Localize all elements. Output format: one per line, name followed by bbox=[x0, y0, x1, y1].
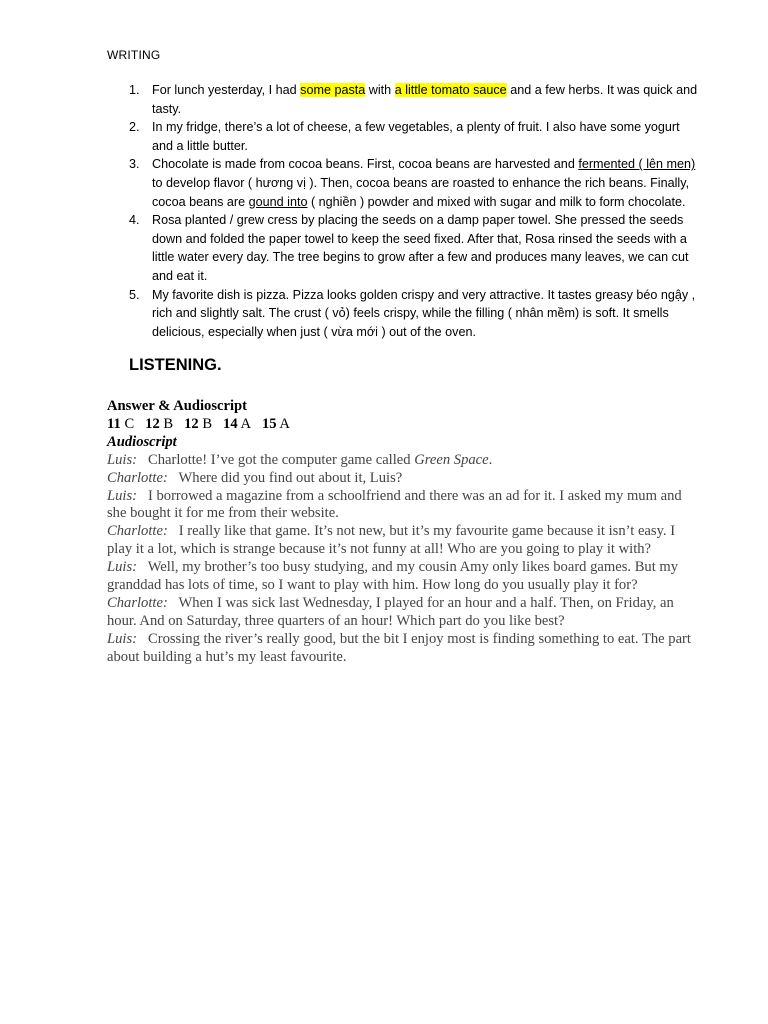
speaker-name: Charlotte: bbox=[107, 594, 168, 611]
answer-letter: C bbox=[124, 415, 135, 432]
dialogue-line bbox=[107, 470, 699, 488]
game-title: Green Space bbox=[414, 451, 489, 468]
item-number: 1. bbox=[129, 83, 140, 97]
dialogue-text: Crossing the river’s really good, but the bit I enjoy most is finding something to eat. The part about building a hut’s my least favourite. bbox=[107, 630, 691, 665]
answer-letter: B bbox=[163, 415, 174, 432]
item-number: 3. bbox=[129, 157, 140, 172]
dialogue-text: Charlotte! I’ve got the computer game called bbox=[147, 451, 415, 468]
dialogue-text: . bbox=[488, 451, 493, 468]
writing-list bbox=[107, 81, 699, 341]
answer-letter: A bbox=[279, 415, 290, 432]
speaker-name: Luis: bbox=[107, 630, 138, 647]
writing-item-1 bbox=[107, 81, 699, 118]
underlined-text: fermented ( lên men) bbox=[578, 157, 696, 172]
answer-question-number: 11 bbox=[107, 415, 121, 432]
item-text: with bbox=[365, 83, 395, 97]
dialogue-text: Where did you find out about it, Luis? bbox=[178, 469, 403, 486]
writing-item-5 bbox=[107, 286, 699, 342]
dialogue-text: I borrowed a magazine from a schoolfriend and there was an ad for it. I asked my mum and she bought it for me from their website. bbox=[107, 487, 682, 522]
writing-item-3 bbox=[107, 155, 699, 211]
speaker-name: Luis: bbox=[107, 451, 138, 468]
answer-question-number: 14 bbox=[223, 415, 238, 432]
answer-title: Answer & Audioscript bbox=[107, 398, 248, 414]
speaker-name: Charlotte: bbox=[107, 523, 168, 540]
item-text: Chocolate is made from cocoa beans. First, cocoa beans are harvested and bbox=[152, 157, 579, 172]
answer-question-number: 15 bbox=[261, 415, 277, 432]
answer-question-number: 12 bbox=[145, 415, 160, 432]
item-text: ( nghiền ) powder and mixed with sugar and milk to form chocolate. bbox=[307, 194, 686, 209]
dialogue-line bbox=[107, 523, 699, 559]
item-text: In my fridge, there’s a lot of cheese, a few vegetables, a plenty of fruit. I also have some yogurt and a little butter. bbox=[152, 120, 680, 153]
answer-question-number: 12 bbox=[184, 415, 199, 432]
audioscript-label: Audioscript bbox=[107, 433, 177, 450]
item-number: 5. bbox=[129, 287, 140, 302]
answer-key bbox=[107, 416, 699, 434]
speaker-name: Luis: bbox=[107, 487, 138, 504]
dialogue-line bbox=[107, 559, 699, 595]
dialogue-text: When I was sick last Wednesday, I played for an hour and a half. Then, on Friday, an hour. And on Saturday, three quarters of an hour! Which part do you like best? bbox=[107, 594, 674, 629]
speaker-name: Charlotte: bbox=[107, 469, 168, 486]
highlighted-text: a little tomato sauce bbox=[394, 83, 507, 97]
dialogue-line bbox=[107, 631, 699, 667]
item-text: For lunch yesterday, I had bbox=[152, 83, 301, 97]
dialogue-line bbox=[107, 452, 699, 470]
speaker-name: Luis: bbox=[107, 559, 138, 576]
dialogue-text: Well, my brother’s too busy studying, and my cousin Amy only likes board games. But my granddad has lots of time, so I want to play with him. How long do you usually play it for? bbox=[107, 559, 679, 594]
writing-item-4 bbox=[107, 211, 699, 285]
item-text: Rosa planted / grew cress by placing the seeds on a damp paper towel. She pressed the seeds down and folded the paper towel to keep the seed fixed. After that, Rosa rinsed the seeds with a little water every day. The tree begins to grow after a few and produces many leaves, we can cut and eat it. bbox=[152, 213, 689, 283]
dialogue-line bbox=[107, 595, 699, 631]
answer-letter: A bbox=[240, 415, 251, 432]
item-text: to develop flavor ( hương vị ). Then, cocoa beans are roasted to enhance the rich beans. Finally, cocoa beans are bbox=[152, 175, 690, 209]
highlighted-text: some pasta bbox=[300, 83, 366, 97]
item-text: and a few herbs. It was quick and tasty. bbox=[152, 83, 698, 116]
item-number: 2. bbox=[129, 120, 140, 135]
item-text: My favorite dish is pizza. Pizza looks golden crispy and very attractive. It tastes greasy béo ngậy , rich and slightly salt. The crust ( vỏ) feels crispy, while the filling ( nhân mềm) is soft. It smells delicious, especially when just ( vừa mới ) out of the oven. bbox=[152, 287, 696, 339]
listening-heading: LISTENING. bbox=[129, 356, 222, 374]
dialogue-text: I really like that game. It’s not new, but it’s my favourite game because it isn’t easy. I play it a lot, which is strange because it’s not funny at all! Who are you going to play it with? bbox=[107, 523, 676, 558]
writing-heading: WRITING bbox=[107, 48, 161, 62]
answers-section bbox=[107, 398, 699, 667]
item-number: 4. bbox=[129, 213, 140, 228]
answer-letter: B bbox=[202, 415, 213, 432]
underlined-text: gound into bbox=[248, 194, 308, 209]
writing-item-2 bbox=[107, 118, 699, 155]
dialogue-line bbox=[107, 488, 699, 524]
